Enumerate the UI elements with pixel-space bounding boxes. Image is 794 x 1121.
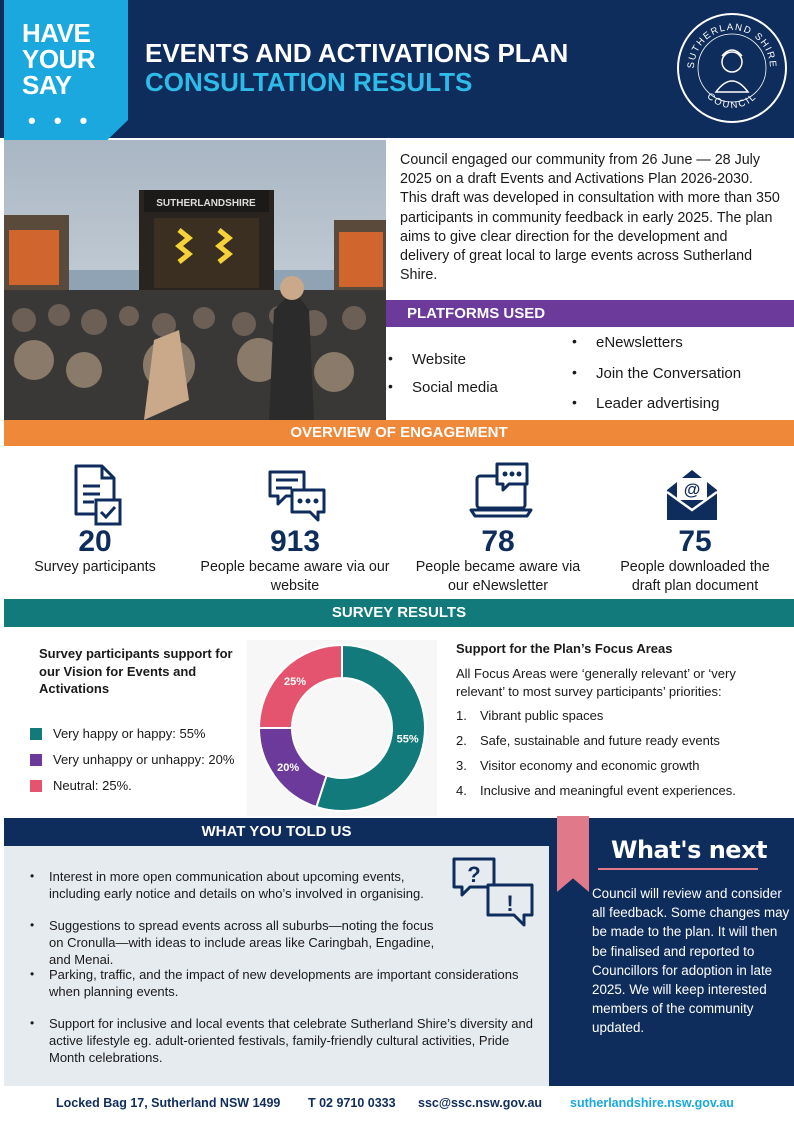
stat-label: Survey participants xyxy=(34,559,156,575)
intro-paragraph: Council engaged our community from 26 June — 28 July 2025 on a draft Events and Activations Plan 2026-2030. This draft was developed in consultation with more than 350 participants in community feedback in early 2025. The plan aims to give clear direction for the development and delivery of great local to large events across Sutherland Shire. xyxy=(400,152,780,284)
page-subtitle: CONSULTATION RESULTS xyxy=(145,67,473,97)
focus-item: 2. Safe, sustainable and future ready events xyxy=(456,733,720,748)
concert-photo xyxy=(4,140,386,420)
platforms-heading: PLATFORMS USED xyxy=(386,300,794,327)
stat-label: People became aware via our eNewsletter xyxy=(415,559,581,594)
legend-swatch xyxy=(30,728,42,740)
legend-item xyxy=(30,752,234,767)
svg-text:?: ? xyxy=(467,862,481,887)
logo-bottom-text: COUNCIL xyxy=(704,90,760,112)
page-title: EVENTS AND ACTIVATIONS PLAN xyxy=(145,38,569,68)
stat-value: 75 xyxy=(678,525,712,558)
footer-address: Locked Bag 17, Sutherland NSW 1499 xyxy=(56,1096,281,1110)
footer xyxy=(0,1086,794,1121)
survey-heading: SURVEY RESULTS xyxy=(4,599,794,627)
question-exclamation-icon xyxy=(450,855,536,929)
legend-item xyxy=(30,726,206,741)
email-envelope-icon xyxy=(665,468,719,522)
legend-label: Very happy or happy: 55% xyxy=(53,726,206,741)
legend-swatch xyxy=(30,780,42,792)
legend-swatch xyxy=(30,754,42,766)
platform-item: • Join the Conversation xyxy=(572,365,741,395)
whats-next-text: Council will review and consider all feedback. Some changes may be made to the plan. It will then be finalised and reported to Councillors for adoption in late 2025. We will keep interested members of the community updated. xyxy=(592,886,790,1036)
survey-document-icon xyxy=(70,464,126,526)
platform-item: • Social media xyxy=(388,379,498,407)
stat-enewsletter xyxy=(408,526,588,596)
told-item: • Parking, traffic, and the impact of new developments are important considerations when planning events. xyxy=(30,966,540,1000)
whats-next-heading: What's next xyxy=(611,836,768,864)
svg-text:SUTHERLAND SHIRE xyxy=(686,22,778,69)
support-title: Survey participants support for our Vision for Events and Activations xyxy=(39,646,233,696)
platforms-list-left xyxy=(388,351,498,407)
platforms-list-right xyxy=(572,334,741,425)
legend-label: Very unhappy or unhappy: 20% xyxy=(53,752,235,767)
focus-areas-list xyxy=(456,708,736,808)
donut-data-label: 25% xyxy=(283,675,306,688)
told-item: • Interest in more open communication about upcoming events, including early notice and details on who’s involved in organising. xyxy=(30,868,450,902)
footer-phone: T 02 9710 0333 xyxy=(308,1096,396,1110)
stat-value: 20 xyxy=(78,525,112,558)
badge-dots: • • • xyxy=(28,108,94,133)
chat-bubbles-icon xyxy=(266,468,328,524)
legend-item xyxy=(30,778,132,793)
focus-item: 3. Visitor economy and economic growth xyxy=(456,758,700,773)
logo-top-text: SUTHERLAND SHIRE xyxy=(685,21,779,69)
svg-text:@: @ xyxy=(683,480,701,499)
donut-data-label: 20% xyxy=(277,762,300,775)
divider xyxy=(598,868,758,870)
focus-item: 1. Vibrant public spaces xyxy=(456,708,604,723)
footer-email[interactable]: ssc@ssc.nsw.gov.au xyxy=(418,1096,543,1110)
footer-website-link[interactable]: sutherlandshire.nsw.gov.au xyxy=(570,1096,734,1110)
svg-text:COUNCIL xyxy=(705,91,760,111)
stat-survey-participants xyxy=(25,526,165,577)
have-your-say-text: HAVE YOUR SAY xyxy=(22,18,96,100)
legend-label: Neutral: 25%. xyxy=(53,778,132,793)
focus-item: 4. Inclusive and meaningful event experiences. xyxy=(456,783,736,798)
stat-label: People downloaded the draft plan document xyxy=(620,559,770,594)
svg-text:!: ! xyxy=(506,891,514,916)
platform-item: • Website xyxy=(388,351,498,379)
focus-areas-description: All Focus Areas were ‘generally relevant’ or ‘very relevant’ to most survey participants’ priorities: xyxy=(456,666,736,699)
stat-website xyxy=(190,526,400,596)
stage-sign-text: SUTHERLANDSHIRE xyxy=(156,198,256,209)
platform-item: • Leader advertising xyxy=(572,395,741,425)
engagement-heading: OVERVIEW OF ENGAGEMENT xyxy=(4,420,794,446)
laptop-message-icon xyxy=(469,462,533,522)
stat-value: 913 xyxy=(269,525,321,558)
vision-support-donut-chart xyxy=(247,640,437,816)
platform-item: • eNewsletters xyxy=(572,334,741,365)
council-logo xyxy=(676,12,788,124)
stat-value: 78 xyxy=(481,525,515,558)
told-item: • Support for inclusive and local events that celebrate Sutherland Shire’s diversity and active lifestyle eg. adult-oriented festivals, family-friendly cultural activities, Pride Month celebrations. xyxy=(30,1015,540,1066)
focus-areas-title: Support for the Plan’s Focus Areas xyxy=(456,641,673,656)
stat-label: People became aware via our website xyxy=(200,559,390,594)
stat-downloads xyxy=(606,526,784,596)
told-item: • Suggestions to spread events across all suburbs—noting the focus on Cronulla—with ideas to include areas like Caringbah, Engadine, and Menai. xyxy=(30,917,450,968)
donut-data-label: 55% xyxy=(396,733,419,746)
told-us-heading: WHAT YOU TOLD US xyxy=(4,818,549,846)
